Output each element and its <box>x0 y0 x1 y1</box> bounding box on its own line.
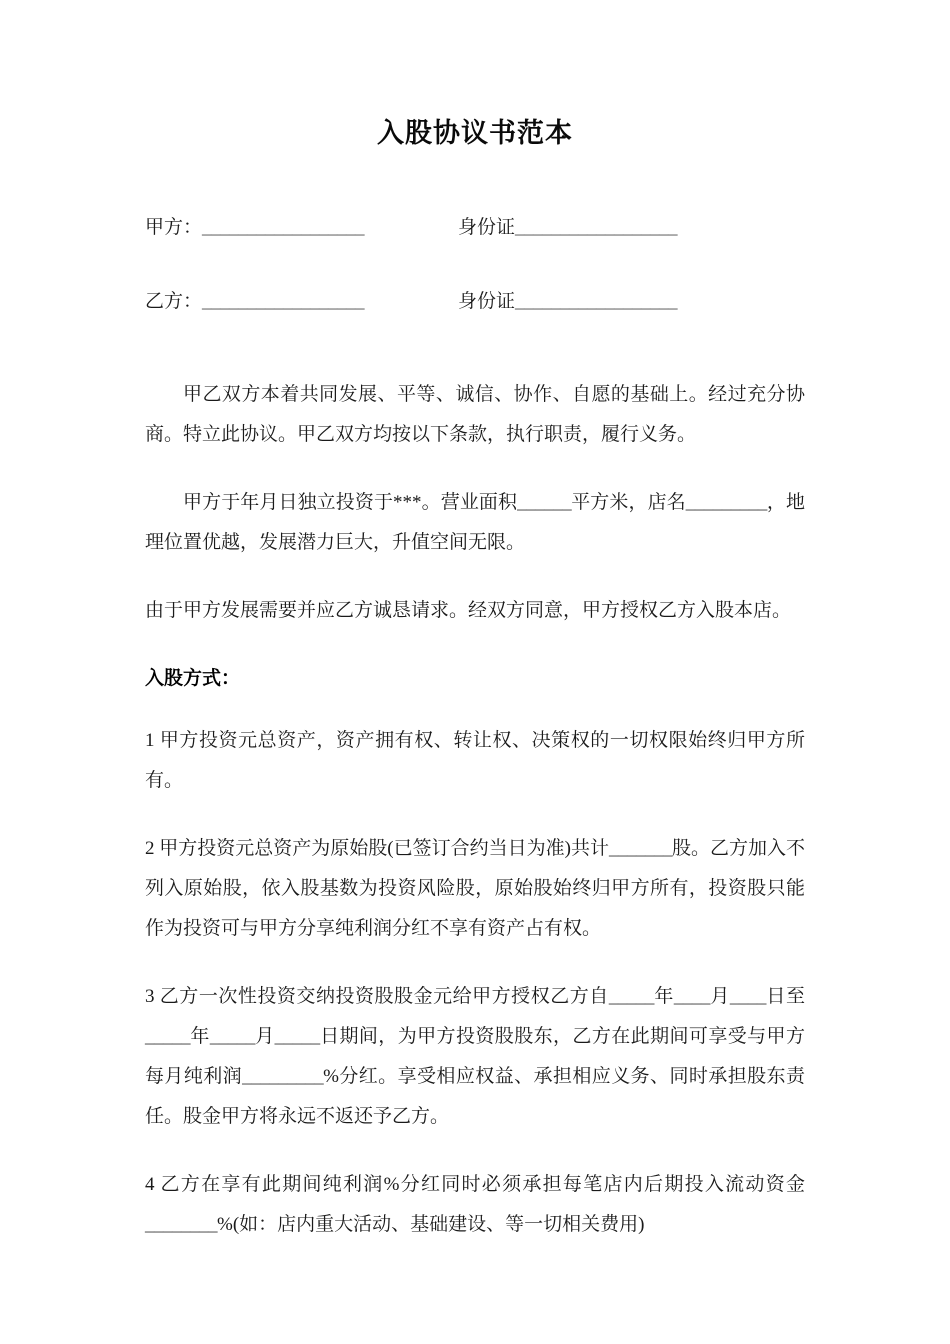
clause-3-text-7: 日期间，为甲方投资股股东，乙方在此期间可享受与甲方每月纯利润 <box>145 1026 805 1087</box>
clause-3-text-6: 月 <box>254 1026 275 1047</box>
clause-3-start-month-blank[interactable]: ____ <box>673 986 710 1007</box>
clause-3-text-3: 月 <box>709 986 730 1007</box>
clause-3-start-year-blank[interactable]: _____ <box>608 986 654 1007</box>
clause-4-capital-percent-blank[interactable]: ________ <box>145 1214 217 1235</box>
business-area-blank[interactable]: ______ <box>517 492 572 513</box>
document-content <box>145 0 805 1269</box>
clause-2-shares-blank[interactable]: _______ <box>608 838 672 859</box>
clause-2-text-2: 股。乙方加入不列入原始股，依入股基数为投资风险股，原始股始终归甲方所有，投资股只能作为投资可与甲方分享纯利润分红不享有资产占有权。 <box>145 838 805 939</box>
page-title: 入股协议书范本 <box>377 118 573 148</box>
spacer <box>145 361 805 375</box>
party-info-block <box>145 213 805 317</box>
clause-1: 1 甲方投资元总资产，资产拥有权、转让权、决策权的一切权限始终归甲方所有。 <box>145 730 805 791</box>
preamble-paragraph-3: 由于甲方发展需要并应乙方诚恳请求。经双方同意，甲方授权乙方入股本店。 <box>145 600 792 621</box>
party-b-name-group <box>145 287 458 317</box>
preamble-p2-text-2: 平方米，店名 <box>571 492 686 513</box>
party-a-name-blank[interactable]: __________________ <box>202 217 365 238</box>
clause-3-end-year-blank[interactable]: _____ <box>145 1026 190 1047</box>
clause-2-text-1: 2 甲方投资元总资产为原始股(已签订合约当日为准)共计 <box>145 838 609 859</box>
preamble-p2-text-1: 甲方于年月日独立投资于***。营业面积 <box>183 492 518 513</box>
clause-3-profit-percent-blank[interactable]: _________ <box>242 1066 324 1087</box>
party-a-name-group <box>145 213 458 243</box>
party-b-id-group <box>458 287 677 317</box>
clause-3-text-2: 年 <box>653 986 674 1007</box>
party-b-row <box>145 287 805 317</box>
preamble-p2-text-3: ，地理位置优越，发展潜力巨大，升值空间无限。 <box>145 492 805 553</box>
clause-3-text-5: 年 <box>190 1026 210 1047</box>
clause-3 <box>145 977 805 1137</box>
clause-3-text-4: 日至 <box>765 986 805 1007</box>
preamble-paragraph-1: 甲乙双方本着共同发展、平等、诚信、协作、自愿的基础上。经过充分协商。特立此协议。甲乙双方均按以下条款，执行职责，履行义务。 <box>145 384 805 445</box>
clause-3-end-month-blank[interactable]: _____ <box>209 1026 255 1047</box>
party-b-name-blank[interactable]: __________________ <box>202 291 365 312</box>
party-b-id-label: 身份证 <box>458 291 516 312</box>
clause-4 <box>145 1165 805 1245</box>
clause-4-text-1: 4 乙方在享有此期间纯利润%分红同时必须承担每笔店内后期投入流动资金 <box>145 1174 805 1195</box>
party-a-id-blank[interactable]: __________________ <box>515 217 678 238</box>
clause-3-start-day-blank[interactable]: ____ <box>729 986 766 1007</box>
party-a-label: 甲方： <box>145 217 203 238</box>
store-name-blank[interactable]: _________ <box>685 492 767 513</box>
clause-2 <box>145 829 805 949</box>
clause-4-text-2: %(如：店内重大活动、基础建设、等一切相关费用) <box>217 1214 645 1235</box>
party-a-id-label: 身份证 <box>458 217 516 238</box>
party-b-label: 乙方： <box>145 291 203 312</box>
clause-3-end-day-blank[interactable]: _____ <box>274 1026 320 1047</box>
party-a-row <box>145 213 805 243</box>
clause-3-text-1: 3 乙方一次性投资交纳投资股股金元给甲方授权乙方自 <box>145 986 609 1007</box>
party-a-id-group <box>458 213 677 243</box>
section-heading-investment-method: 入股方式： <box>145 668 241 689</box>
preamble-paragraph-2 <box>145 483 805 563</box>
clause-3-text-8: %分红。享受相应权益、承担相应义务、同时承担股东责任。股金甲方将永远不返还予乙方。 <box>145 1066 805 1127</box>
party-b-id-blank[interactable]: __________________ <box>515 291 678 312</box>
